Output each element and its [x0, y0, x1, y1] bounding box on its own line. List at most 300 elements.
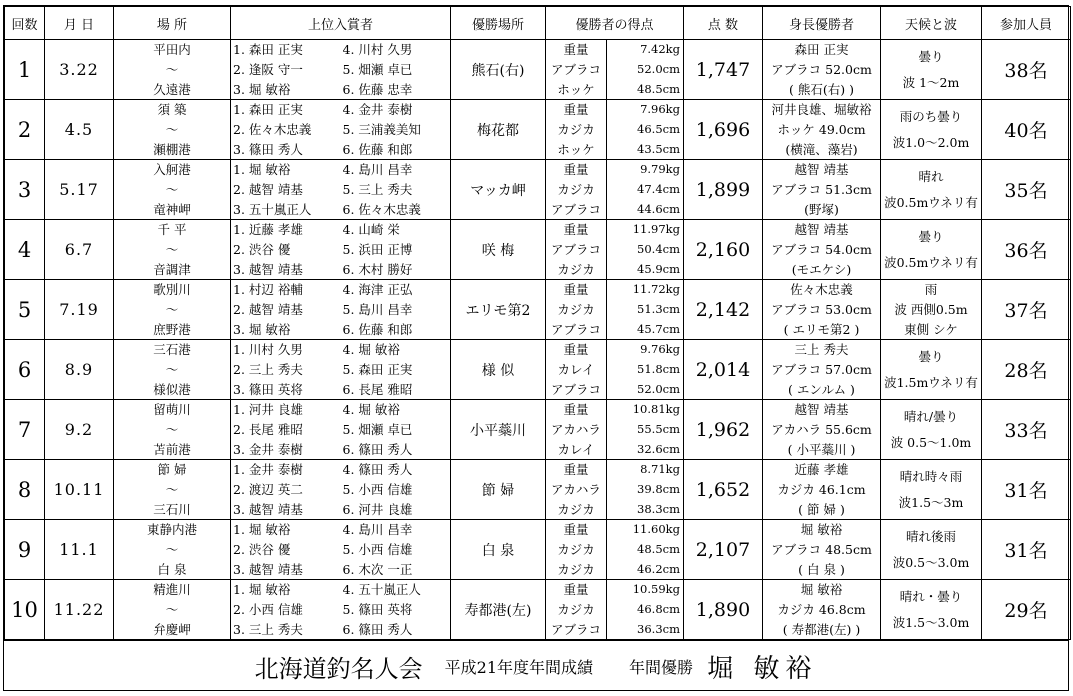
- place-stack: [114, 460, 230, 519]
- place-stack: [114, 280, 230, 339]
- score-categories: [546, 100, 607, 159]
- longest-line: 森田 正実: [794, 42, 849, 57]
- winners-col-right: [341, 280, 451, 339]
- score-category: カジカ: [557, 122, 595, 137]
- longest-winner: [763, 340, 880, 399]
- winner-entry: 3. 堀 敏裕: [233, 322, 291, 337]
- place-line: ～: [165, 542, 179, 557]
- score-value: 10.81kg: [632, 402, 680, 416]
- score-values: [607, 280, 683, 339]
- col-header-date: 月 日: [45, 7, 114, 40]
- score-value: 46.8cm: [637, 602, 680, 616]
- total-points: 2,160: [684, 220, 763, 280]
- place-stack: [114, 400, 230, 459]
- score-cell: [546, 280, 684, 340]
- score-cell: [546, 400, 684, 460]
- score-category: ホッケ: [557, 142, 595, 157]
- score-value: 9.79kg: [640, 162, 680, 176]
- score-value: 45.7cm: [637, 322, 680, 336]
- longest-line: アブラコ 54.0cm: [771, 242, 872, 257]
- winner-entry: 4. 堀 敏裕: [342, 342, 400, 357]
- round-number: 2: [5, 100, 45, 160]
- longest-cell: [763, 340, 881, 400]
- winners-cell: [231, 100, 451, 160]
- winning-venue: 小平蘂川: [451, 400, 546, 460]
- participant-count: 36名: [982, 220, 1071, 280]
- longest-line: ( 寿都港(左) ): [782, 622, 861, 637]
- winner-entry: 2. 小西 信雄: [233, 602, 303, 617]
- score-breakdown: [546, 520, 683, 579]
- longest-line: アブラコ 53.0cm: [771, 302, 872, 317]
- col-header-place: 場 所: [114, 7, 231, 40]
- weather-line: 雨のち曇り: [899, 109, 963, 124]
- longest-line: 近藤 孝雄: [794, 462, 849, 477]
- place-line: ～: [165, 62, 179, 77]
- place-stack: [114, 100, 230, 159]
- score-value: 32.6cm: [637, 442, 680, 456]
- winner-entry: 6. 佐藤 和郎: [342, 322, 413, 337]
- winner-entry: 1. 森田 正実: [233, 102, 303, 117]
- score-category: アブラコ: [550, 242, 601, 257]
- winners-cell: [231, 520, 451, 580]
- winners-cell: [231, 340, 451, 400]
- score-categories: [546, 520, 607, 579]
- place-cell: [114, 460, 231, 520]
- winners-col-left: [231, 280, 341, 339]
- place-line: ～: [165, 362, 179, 377]
- score-breakdown: [546, 220, 683, 279]
- weather-info: [881, 220, 981, 279]
- score-breakdown: [546, 100, 683, 159]
- winning-venue: 白 泉: [451, 520, 546, 580]
- score-value: 46.2cm: [637, 562, 680, 576]
- longest-line: 堀 敏裕: [800, 522, 843, 537]
- winners-col-left: [231, 100, 341, 159]
- score-value: 52.0cm: [637, 62, 680, 76]
- place-line: ～: [165, 122, 179, 137]
- weather-line: 波 1～2m: [902, 75, 960, 90]
- champion-label: 年間優勝: [629, 657, 694, 677]
- longest-line: アブラコ 57.0cm: [771, 362, 872, 377]
- winners-col-right: [341, 340, 451, 399]
- winners-cell: [231, 280, 451, 340]
- winners-list: [231, 280, 450, 339]
- weather-line: 波 0.5～1.0m: [890, 435, 972, 450]
- place-line: ～: [165, 242, 179, 257]
- score-value: 38.3cm: [637, 502, 680, 516]
- longest-cell: [763, 580, 881, 640]
- winners-cell: [231, 220, 451, 280]
- winning-venue: マッカ岬: [451, 160, 546, 220]
- score-value: 47.4cm: [637, 182, 680, 196]
- score-category: アカハラ: [551, 482, 601, 497]
- table-row: [5, 280, 1071, 340]
- winners-col-right: [341, 520, 451, 579]
- place-stack: [114, 220, 230, 279]
- round-number: 3: [5, 160, 45, 220]
- longest-line: アカハラ 55.6cm: [771, 422, 872, 437]
- winners-col-left: [231, 580, 341, 639]
- event-date: 4.5: [45, 100, 114, 160]
- winner-entry: 3. 三上 秀夫: [233, 622, 303, 637]
- event-date: 10.11: [45, 460, 114, 520]
- place-line: 須 築: [157, 102, 187, 117]
- event-date: 11.1: [45, 520, 114, 580]
- place-cell: [114, 40, 231, 100]
- score-cell: [546, 220, 684, 280]
- winner-entry: 6. 篠田 秀人: [342, 442, 413, 457]
- score-categories: [546, 580, 607, 639]
- weather-cell: [881, 280, 982, 340]
- longest-line: ( 熊石(右) ): [789, 82, 854, 97]
- weather-line: 波0.5～3.0m: [892, 555, 970, 570]
- longest-cell: [763, 220, 881, 280]
- champion-name: 堀 敏裕: [707, 653, 818, 684]
- score-category: カジカ: [557, 502, 595, 517]
- place-line: 竜神岬: [153, 202, 191, 217]
- winners-col-right: [341, 160, 451, 219]
- participant-count: 31名: [982, 460, 1071, 520]
- score-value: 10.59kg: [632, 582, 680, 596]
- winner-entry: 2. 三上 秀夫: [233, 362, 303, 377]
- place-cell: [114, 400, 231, 460]
- round-number: 6: [5, 340, 45, 400]
- winner-entry: 6. 佐々木忠義: [342, 202, 421, 217]
- winner-entry: 5. 篠田 英将: [342, 602, 413, 617]
- score-value: 44.6cm: [637, 202, 680, 216]
- weather-cell: [881, 340, 982, 400]
- participant-count: 29名: [982, 580, 1071, 640]
- weather-line: 曇り: [918, 349, 944, 364]
- longest-cell: [763, 100, 881, 160]
- place-line: 東静内港: [146, 522, 197, 537]
- longest-winner: [763, 220, 880, 279]
- score-value: 8.71kg: [640, 462, 680, 476]
- event-date: 11.22: [45, 580, 114, 640]
- score-category: カジカ: [557, 182, 595, 197]
- winner-entry: 4. 山崎 栄: [342, 222, 400, 237]
- winner-entry: 4. 堀 敏裕: [342, 402, 400, 417]
- col-header-weather: 天候と波: [881, 7, 982, 40]
- score-breakdown: [546, 280, 683, 339]
- longest-cell: [763, 460, 881, 520]
- score-value: 46.5cm: [637, 122, 680, 136]
- score-breakdown: [546, 400, 683, 459]
- winner-entry: 1. 河井 良雄: [233, 402, 303, 417]
- winning-venue: エリモ第2: [451, 280, 546, 340]
- table-row: [5, 220, 1071, 280]
- winners-list: [231, 340, 450, 399]
- winner-entry: 2. 長尾 雅昭: [233, 422, 303, 437]
- table-row: [5, 580, 1071, 640]
- place-cell: [114, 520, 231, 580]
- winner-entry: 3. 五十嵐正人: [233, 202, 312, 217]
- score-value: 39.8cm: [637, 482, 680, 496]
- weather-line: 波0.5mウネリ有: [884, 195, 978, 210]
- score-value: 7.96kg: [640, 102, 680, 116]
- weather-info: [881, 100, 981, 159]
- winner-entry: 1. 堀 敏裕: [233, 582, 291, 597]
- winners-col-left: [231, 220, 341, 279]
- score-value: 43.5cm: [637, 142, 680, 156]
- weather-cell: [881, 160, 982, 220]
- total-points: 1,962: [684, 400, 763, 460]
- weather-cell: [881, 100, 982, 160]
- score-values: [607, 100, 683, 159]
- score-category: カレイ: [557, 362, 595, 377]
- score-category: アブラコ: [550, 202, 601, 217]
- event-date: 7.19: [45, 280, 114, 340]
- winner-entry: 2. 越智 靖基: [233, 302, 303, 317]
- col-header-round: 回数: [5, 7, 45, 40]
- winner-entry: 4. 川村 久男: [342, 42, 413, 57]
- participant-count: 33名: [982, 400, 1071, 460]
- winners-col-right: [341, 40, 451, 99]
- place-line: 三石港: [153, 342, 191, 357]
- col-header-longest: 身長優勝者: [763, 7, 881, 40]
- winner-entry: 5. 畑瀬 卓已: [342, 62, 413, 77]
- longest-line: 佐々木忠義: [790, 282, 853, 297]
- winners-list: [231, 580, 450, 639]
- winners-list: [231, 40, 450, 99]
- winners-col-left: [231, 340, 341, 399]
- place-line: 弁慶岬: [153, 622, 191, 637]
- winner-entry: 3. 堀 敏裕: [233, 82, 291, 97]
- score-category: カジカ: [557, 562, 595, 577]
- winner-entry: 5. 浜田 正博: [342, 242, 413, 257]
- score-value: 48.5cm: [637, 82, 680, 96]
- col-header-score: 優勝者の得点: [546, 7, 684, 40]
- winner-entry: 1. 近藤 孝雄: [233, 222, 303, 237]
- score-cell: [546, 40, 684, 100]
- weather-cell: [881, 40, 982, 100]
- longest-line: アブラコ 48.5cm: [771, 542, 872, 557]
- score-value: 52.0cm: [637, 382, 680, 396]
- score-cell: [546, 460, 684, 520]
- place-line: ～: [165, 482, 179, 497]
- longest-line: 越智 靖基: [794, 162, 849, 177]
- score-category: 重量: [563, 582, 589, 597]
- total-points: 2,014: [684, 340, 763, 400]
- winner-entry: 3. 越智 靖基: [233, 262, 303, 277]
- footer: [4, 640, 1068, 691]
- place-line: ～: [165, 302, 179, 317]
- longest-line: アブラコ 51.3cm: [771, 182, 872, 197]
- score-category: 重量: [563, 522, 589, 537]
- org-name: 北海道釣名人会: [254, 654, 423, 683]
- winner-entry: 5. 三上 秀夫: [342, 182, 413, 197]
- event-date: 6.7: [45, 220, 114, 280]
- place-line: 瀬棚港: [153, 142, 191, 157]
- score-value: 7.42kg: [640, 42, 680, 56]
- winners-list: [231, 460, 450, 519]
- winning-venue: 咲 梅: [451, 220, 546, 280]
- winner-entry: 5. 小西 信雄: [342, 482, 413, 497]
- winners-cell: [231, 580, 451, 640]
- score-breakdown: [546, 160, 683, 219]
- winners-col-left: [231, 40, 341, 99]
- score-values: [607, 220, 683, 279]
- winner-entry: 3. 越智 靖基: [233, 502, 303, 517]
- winner-entry: 3. 篠田 秀人: [233, 142, 303, 157]
- total-points: 1,899: [684, 160, 763, 220]
- total-points: 1,696: [684, 100, 763, 160]
- winning-venue: 寿都港(左): [451, 580, 546, 640]
- winner-entry: 3. 金井 泰樹: [233, 442, 303, 457]
- weather-line: 曇り: [918, 49, 944, 64]
- score-category: アブラコ: [550, 322, 601, 337]
- score-category: カジカ: [557, 262, 595, 277]
- winning-venue: 梅花都: [451, 100, 546, 160]
- table-row: [5, 100, 1071, 160]
- longest-winner: [763, 400, 880, 459]
- score-value: 36.3cm: [637, 622, 680, 636]
- table-row: [5, 460, 1071, 520]
- place-line: ～: [165, 602, 179, 617]
- winner-entry: 6. 長尾 雅昭: [342, 382, 413, 397]
- score-breakdown: [546, 40, 683, 99]
- score-category: 重量: [563, 402, 589, 417]
- winner-entry: 6. 佐藤 忠幸: [342, 82, 413, 97]
- place-line: 平田内: [153, 42, 191, 57]
- winner-entry: 4. 島川 昌幸: [342, 522, 413, 537]
- header-row: [5, 7, 1071, 40]
- longest-line: ( 小平蘂川 ): [787, 442, 856, 457]
- participant-count: 40名: [982, 100, 1071, 160]
- score-category: 重量: [563, 162, 589, 177]
- total-points: 2,142: [684, 280, 763, 340]
- total-points: 1,890: [684, 580, 763, 640]
- longest-line: ( エンルム ): [788, 382, 855, 397]
- score-categories: [546, 220, 607, 279]
- place-line: 様似港: [153, 382, 191, 397]
- score-category: 重量: [563, 42, 589, 57]
- winners-col-left: [231, 400, 341, 459]
- winner-entry: 1. 森田 正実: [233, 42, 303, 57]
- score-category: アブラコ: [550, 382, 601, 397]
- participant-count: 37名: [982, 280, 1071, 340]
- longest-winner: [763, 100, 880, 159]
- results-sheet: [3, 5, 1069, 691]
- place-line: 入舸港: [153, 162, 191, 177]
- winners-list: [231, 520, 450, 579]
- winning-venue: 様 似: [451, 340, 546, 400]
- results-table: [4, 6, 1071, 640]
- place-line: 音調津: [153, 262, 191, 277]
- place-line: 三石川: [153, 502, 191, 517]
- score-category: カジカ: [557, 602, 595, 617]
- place-line: 節 婦: [157, 462, 187, 477]
- score-value: 50.4cm: [637, 242, 680, 256]
- col-header-participants: 参加人員: [982, 7, 1071, 40]
- score-value: 11.60kg: [632, 522, 680, 536]
- participant-count: 38名: [982, 40, 1071, 100]
- longest-line: 堀 敏裕: [800, 582, 843, 597]
- place-cell: [114, 580, 231, 640]
- winner-entry: 5. 三浦義美知: [342, 122, 421, 137]
- winner-entry: 6. 木村 勝好: [342, 262, 413, 277]
- winning-venue: 熊石(右): [451, 40, 546, 100]
- longest-line: カジカ 46.1cm: [777, 482, 866, 497]
- score-values: [607, 520, 683, 579]
- round-number: 7: [5, 400, 45, 460]
- score-values: [607, 160, 683, 219]
- winners-col-left: [231, 520, 341, 579]
- score-breakdown: [546, 460, 683, 519]
- score-category: 重量: [563, 222, 589, 237]
- round-number: 9: [5, 520, 45, 580]
- weather-line: 曇り: [918, 229, 944, 244]
- score-value: 51.3cm: [637, 302, 680, 316]
- weather-info: [881, 580, 981, 639]
- score-categories: [546, 400, 607, 459]
- round-number: 5: [5, 280, 45, 340]
- place-line: 久遠港: [153, 82, 191, 97]
- weather-line: 晴れ・曇り: [899, 589, 963, 604]
- longest-line: 越智 靖基: [794, 222, 849, 237]
- winner-entry: 4. 五十嵐正人: [342, 582, 421, 597]
- score-value: 9.76kg: [640, 342, 680, 356]
- place-stack: [114, 520, 230, 579]
- longest-line: アブラコ 52.0cm: [771, 62, 872, 77]
- round-number: 1: [5, 40, 45, 100]
- score-cell: [546, 520, 684, 580]
- score-cell: [546, 100, 684, 160]
- winner-entry: 5. 島川 昌幸: [342, 302, 413, 317]
- longest-winner: [763, 40, 880, 99]
- winning-venue: 節 婦: [451, 460, 546, 520]
- winner-entry: 4. 篠田 秀人: [342, 462, 413, 477]
- round-number: 8: [5, 460, 45, 520]
- weather-line: 波1.0～2.0m: [892, 135, 970, 150]
- weather-info: [881, 280, 981, 339]
- winners-col-left: [231, 160, 341, 219]
- score-values: [607, 580, 683, 639]
- table-row: [5, 520, 1071, 580]
- winner-entry: 5. 森田 正実: [342, 362, 413, 377]
- score-category: カジカ: [557, 542, 595, 557]
- place-cell: [114, 340, 231, 400]
- winners-cell: [231, 460, 451, 520]
- score-categories: [546, 280, 607, 339]
- score-value: 45.9cm: [637, 262, 680, 276]
- score-category: アカハラ: [551, 422, 601, 437]
- weather-info: [881, 400, 981, 459]
- weather-line: 波 西側0.5m: [894, 302, 968, 317]
- table-row: [5, 160, 1071, 220]
- winner-entry: 1. 堀 敏裕: [233, 162, 291, 177]
- winners-list: [231, 400, 450, 459]
- weather-line: 東側 シケ: [904, 322, 958, 337]
- longest-line: 河井良雄、堀敏裕: [771, 102, 872, 117]
- score-category: ホッケ: [557, 82, 595, 97]
- total-points: 2,107: [684, 520, 763, 580]
- place-line: 千 平: [157, 222, 187, 237]
- score-value: 11.72kg: [632, 282, 680, 296]
- winner-entry: 1. 村辺 裕輔: [233, 282, 303, 297]
- col-header-winners: 上位入賞者: [231, 7, 451, 40]
- winner-entry: 6. 篠田 秀人: [342, 622, 413, 637]
- longest-line: ( 節 婦 ): [798, 502, 845, 517]
- table-row: [5, 40, 1071, 100]
- winner-entry: 1. 堀 敏裕: [233, 522, 291, 537]
- longest-line: 三上 秀夫: [794, 342, 849, 357]
- weather-info: [881, 40, 981, 99]
- place-line: 庶野港: [153, 322, 191, 337]
- place-cell: [114, 280, 231, 340]
- place-stack: [114, 580, 230, 639]
- longest-winner: [763, 280, 880, 339]
